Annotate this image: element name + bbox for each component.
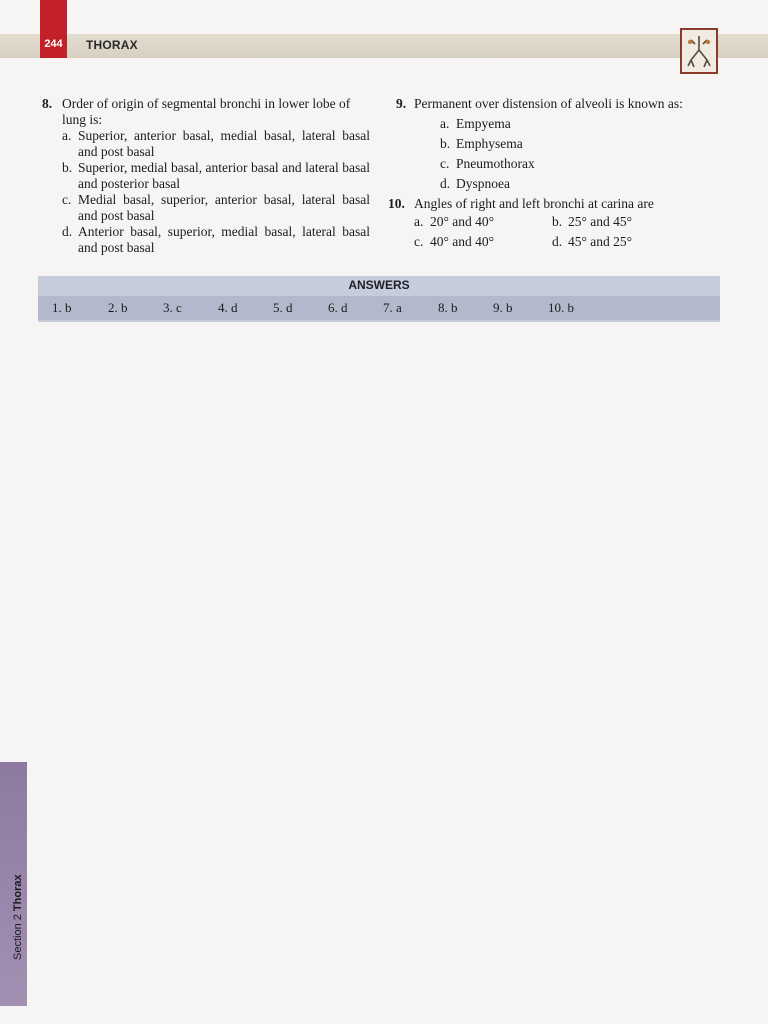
option-text: 20° and 40° bbox=[430, 214, 495, 229]
answer-item: 5. d bbox=[273, 300, 293, 315]
page-number: 244 bbox=[44, 38, 63, 50]
option-letter: b. bbox=[62, 160, 73, 175]
answer-item: 9. b bbox=[493, 300, 513, 315]
section-subject: Thorax bbox=[12, 874, 24, 912]
question-10-options bbox=[414, 212, 728, 252]
answers-title: ANSWERS bbox=[348, 278, 410, 292]
option-text: Dyspnoea bbox=[456, 176, 510, 191]
answer-item: 6. d bbox=[328, 300, 348, 315]
option-d bbox=[440, 174, 728, 194]
option-a bbox=[440, 114, 728, 134]
answer-item: 10. b bbox=[548, 300, 574, 315]
option-c bbox=[440, 154, 728, 174]
option-letter: b. bbox=[440, 136, 451, 151]
question-number: 8. bbox=[42, 96, 53, 111]
option-d bbox=[552, 232, 692, 252]
answer-item: 2. b bbox=[108, 300, 128, 315]
answer-item: 4. d bbox=[218, 300, 238, 315]
option-text: Emphysema bbox=[456, 136, 523, 151]
option-text: 45° and 25° bbox=[568, 234, 633, 249]
question-9 bbox=[388, 96, 728, 112]
section-label bbox=[12, 874, 24, 960]
option-letter: c. bbox=[62, 192, 72, 207]
option-letter: a. bbox=[440, 116, 450, 131]
right-column bbox=[388, 96, 728, 252]
answer-item: 7. a bbox=[383, 300, 402, 315]
option-text: Anterior basal, superior, medial basal, lateral basal and post basal bbox=[78, 224, 370, 255]
option-letter: b. bbox=[552, 214, 563, 229]
section-number: Section 2 bbox=[12, 914, 24, 960]
option-text: Pneumothorax bbox=[456, 156, 535, 171]
option-letter: d. bbox=[440, 176, 451, 191]
option-text: Empyema bbox=[456, 116, 511, 131]
question-text: Order of origin of segmental bronchi in lower lobe of lung is: bbox=[62, 96, 351, 127]
option-a bbox=[62, 128, 370, 160]
answers-row bbox=[38, 296, 720, 320]
option-d bbox=[62, 224, 370, 256]
answer-item: 1. b bbox=[52, 300, 72, 315]
option-a bbox=[414, 212, 552, 232]
question-text: Angles of right and left bronchi at carina are bbox=[414, 196, 654, 211]
option-text: 25° and 45° bbox=[568, 214, 633, 229]
option-letter: a. bbox=[62, 128, 72, 143]
option-b bbox=[552, 212, 692, 232]
option-text: Superior, medial basal, anterior basal and lateral basal and posterior basal bbox=[78, 160, 370, 191]
option-text: 40° and 40° bbox=[430, 234, 495, 249]
option-text: Superior, anterior basal, medial basal, lateral basal and post basal bbox=[78, 128, 370, 159]
lungs-logo-icon bbox=[680, 28, 718, 74]
option-letter: d. bbox=[62, 224, 73, 239]
option-b bbox=[440, 134, 728, 154]
question-8 bbox=[42, 96, 370, 128]
question-text: Permanent over distension of alveoli is known as: bbox=[414, 96, 683, 111]
question-10 bbox=[388, 196, 728, 212]
option-text: Medial basal, superior, anterior basal, lateral basal and post basal bbox=[78, 192, 370, 223]
left-column bbox=[42, 96, 370, 256]
option-letter: d. bbox=[552, 234, 563, 249]
option-letter: c. bbox=[414, 234, 424, 249]
option-b bbox=[62, 160, 370, 192]
option-c bbox=[62, 192, 370, 224]
option-letter: c. bbox=[440, 156, 450, 171]
question-number: 9. bbox=[396, 96, 407, 111]
chapter-title: THORAX bbox=[86, 38, 138, 52]
answer-item: 3. c bbox=[163, 300, 182, 315]
question-number: 10. bbox=[388, 196, 405, 211]
option-letter: a. bbox=[414, 214, 424, 229]
answers-panel bbox=[38, 276, 720, 322]
answer-item: 8. b bbox=[438, 300, 458, 315]
option-c bbox=[414, 232, 552, 252]
